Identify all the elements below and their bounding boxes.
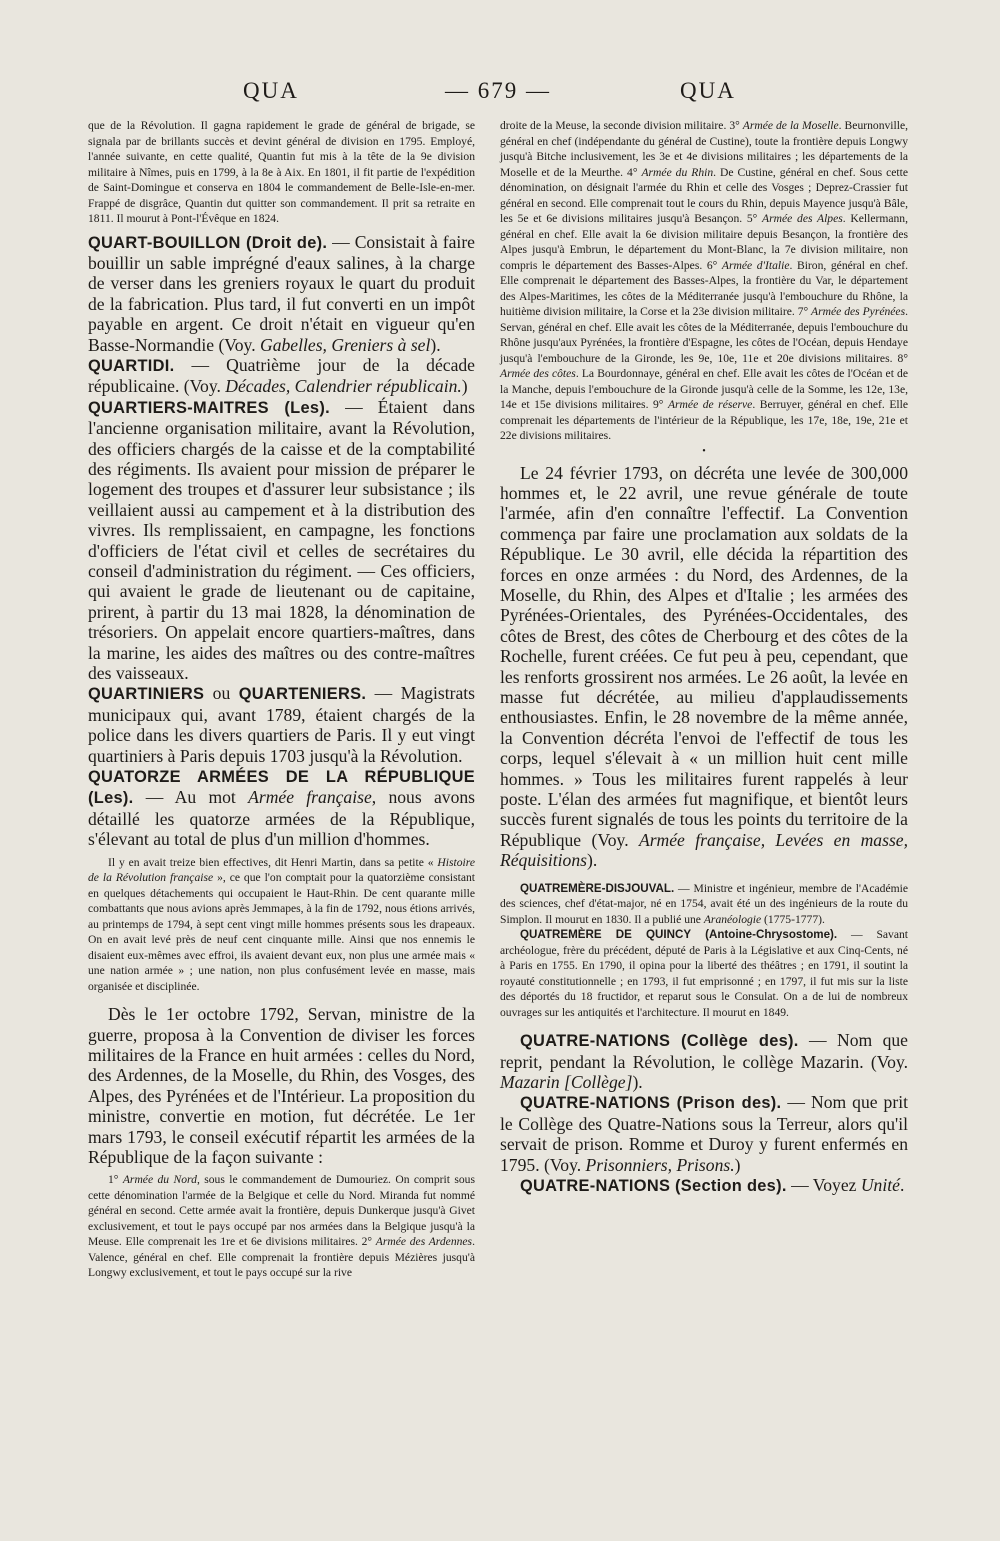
headword: QUATREMÈRE-DISJOUVAL.	[520, 881, 675, 895]
headword: QUATREMÈRE DE QUINCY (Antoine-Chrysostome).	[520, 928, 838, 942]
cross-reference: Armée du Nord	[122, 1173, 197, 1187]
cross-reference: Mazarin [Collège]	[500, 1071, 633, 1092]
cross-reference: Histoire de la Révolution française	[88, 855, 475, 885]
entry-quartiniers: QUARTINIERS ou QUARTENIERS. — Magistrats municipaux qui, avant 1789, étaient chargés de la police dans les divers quartiers de Paris. Il y eut vingt quartiniers à Paris depuis 1703 jusqu'à la Révolution.	[88, 683, 476, 766]
entry-quartiers-maitres: QUARTIERS-MAITRES (Les). — Étaient dans l'ancienne organisation militaire, avant la Révolution, des officiers chargés de la caisse et de la comptabilité des régiments. Ils avaient pour mission de préparer le logement des troupes et d'assurer leur subsistance ; ils veillaient aussi au campement et à la distribution des vivres. Ils remplissaient, en campagne, les fonctions d'officiers de l'état civil et celles de secrétaires du conseil d'administration du régiment. — Ces officiers, qui avaient le grade de lieutenant ou de capitaine, prirent, à partir du 13 mai 1828, la dénomination de trésoriers. On appelait encore quartiers-maîtres, dans la marine, les aides des maîtres ou des contre-maîtres des vaisseaux.	[88, 396, 475, 684]
entry-quatremere-de-quincy: QUATREMÈRE DE QUINCY (Antoine-Chrysostome). — Savant archéologue, frère du précédent, député de Paris à la Législative et aux Cinq-Cents, né à Paris en 1755. En 1790, il opina pour la liberté des théâtres ; en 1791, il soutint la royauté constitutionnelle ; en 1793, il fut emprisonné ; en 1797, il fut mis sur la liste des déportés du 18 fructidor, et reparut sous le Consulat. On a de lui de nombreux ouvrages sur les antiquités et l'architecture. Il mourut en 1849.	[500, 928, 908, 1019]
headword: QUATRE-NATIONS (Prison des).	[520, 1094, 782, 1113]
entry-quatre-nations-college: QUATRE-NATIONS (Collège des). — Nom que reprit, pendant la Révolution, le collège Mazarin. (Voy. Mazarin [Collège]).	[500, 1030, 908, 1092]
entry-quart-bouillon: QUART-BOUILLON (Droit de). — Consistait à faire bouillir un sable imprégné d'eaux salines, à la charge de verser dans les greniers royaux le quart du produit de la fabrication. Plus tard, il fut converti en un impôt payable en argent. Ce droit n'était en vigueur qu'en Basse-Normandie (Voy. Gabelles, Greniers à sel).	[88, 231, 475, 355]
right-column	[500, 118, 908, 1196]
headword: QUARTINIERS	[88, 685, 205, 704]
quotation-henri-martin: Il y en avait treize bien effectives, dit Henri Martin, dans sa petite « Histoire de la Révolution française », ce que l'on comptait pour la quatorzième consistant en quelques détachements qui occupaient le Haut-Rhin. De cent quarante mille combattants que nous avions après Jemmapes, à la fin de 1792, nous étions arrivés, au printemps de 1794, à sept cent vingt mille hommes présents sous les drapeaux. On en avait levé près de neuf cent cinquante mille. Ainsi que nos ennemis le disaient eux-mêmes avec effroi, ils avaient devant eux, non plus une armée mais « une nation armée » ; une nation, non plus confusément levée en masse, mais organisée et disciplinée.	[88, 855, 475, 993]
headword: QUARTIDI.	[88, 356, 175, 375]
cross-reference: Unité	[860, 1174, 900, 1195]
entry-quatre-nations-section: QUATRE-NATIONS (Section des). — Voyez Unité.	[520, 1174, 905, 1195]
paragraph-24-fevrier: Le 24 février 1793, on décréta une levée de 300,000 hommes et, le 22 avril, une revue générale de toute l'armée, afin d'en connaître l'effectif. La Convention commença par faire une proclamation aux soldats de la République. Le 30 avril, elle décida la répartition des forces en onze armées : du Nord, des Ardennes, de la Moselle, du Rhin, des Alpes et d'Italie ; les armées des Pyrénées-Orientales, des Pyrénées-Occidentales, des côtes de Brest, des côtes de Cherbourg et des côtes de la Rochelle, furent créées. Ce fut peu à peu, cependant, que les renforts grossirent nos armées. Le 26 août, la levée en masse fut décrétée, au milieu d'applaudissements enthousiastes. Enfin, le 28 novembre de la même année, la Convention décréta l'envoi de l'effectif de tous les corps, lequel s'élevait à « un million huit cent mille hommes. » Tous les militaires furent rappelés à leur poste. L'élan des armées fut magnifique, et bientôt leurs succès furent signalés de tous les points du territoire de la République (Voy. Armée française, Levées en masse, Réquisitions).	[500, 462, 908, 871]
headword: QUATORZE ARMÉES DE LA RÉPUBLIQUE (Les).	[88, 768, 475, 808]
cross-reference: Armée française	[248, 787, 372, 808]
entry-quartidi: QUARTIDI. — Quatrième jour de la décade républicaine. (Voy. Décades, Calendrier républicain.)	[88, 354, 475, 397]
running-head-right: QUA	[680, 78, 736, 103]
cross-reference: Armée française, Levées en masse, Réquisitions	[500, 829, 908, 871]
running-head-left: QUA	[243, 78, 299, 103]
paragraph-des-le-1er-octobre: Dès le 1er octobre 1792, Servan, ministre de la guerre, proposa à la Convention de diviser les forces militaires de la France en huit armées : celles du Nord, des Ardennes, de la Moselle, du Rhin, des Vosges, des Alpes, des Pyrénées et de l'Intérieur. La proposition du ministre, convertie en motion, fut décrétée. Le 1er mars 1793, le conseil exécutif répartit les armées de la République de la façon suivante :	[88, 1004, 475, 1168]
entry-quatremere-disjouval: QUATREMÈRE-DISJOUVAL. — Ministre et ingénieur, membre de l'Académie des sciences, chef d'état-major, né en 1754, avait été un des ingénieurs de la route du Simplon. Il mourut en 1830. Il a publié une Aranéologie (1775-1777).	[500, 881, 908, 926]
entry-quantin-continuation: que de la Révolution. Il gagna rapidement le grade de général de brigade, se signala par de brillants succès et devint général de division en 1795. Employé, l'année suivante, en cette qualité, Quantin fut mis à la tête de la 9e division militaire à Nîmes, puis en 1799, à la 8e à Aix. En 1801, il fit partie de l'expédition de Saint-Domingue et conserva en 1804 le commandement de Belle-Isle-en-mer. Frappé de disgrâce, Quantin dut quitter son commandement. Il prit sa retraite en 1811. Il mourut à Pont-l'Évêque en 1824.	[88, 119, 475, 225]
cross-reference: Armée des Ardennes	[375, 1235, 473, 1249]
headword: QUARTENIERS.	[238, 685, 367, 704]
cross-reference: Aranéologie	[703, 912, 762, 926]
headword: QUARTIERS-MAITRES (Les).	[88, 398, 330, 417]
left-column	[88, 118, 475, 1281]
entry-quatorze-armees: QUATORZE ARMÉES DE LA RÉPUBLIQUE (Les). — Au mot Armée française, nous avons détaillé les quatorze armées de la République, s'élevant au total de plus d'un million d'hommes.	[88, 768, 476, 850]
separator: •	[702, 445, 706, 457]
entry-quatre-nations-prison: QUATRE-NATIONS (Prison des). — Nom que prit le Collège des Quatre-Nations sous la Terreur, alors qu'il servait de prison. Romme et Duroy y furent enfermés en 1795. (Voy. Prisonniers, Prisons.)	[500, 1092, 908, 1175]
cross-reference: Gabelles, Greniers à sel	[260, 334, 431, 355]
headword: QUART-BOUILLON (Droit de).	[88, 233, 328, 252]
headword: QUATRE-NATIONS (Collège des).	[520, 1032, 799, 1051]
army-list: 1° Armée du Nord, sous le commandement de Dumouriez. On comprit sous cette dénomination l'armée de la Belgique et celle du Nord. Miranda fut nommé général en second. Cette armée avait la frontière, depuis Dunkerque jusqu'à Givet exclusivement, et tout le pays occupé par nos armées dans la Belgique jusqu'à la Meuse. Elle comprenait les 1re et 6e divisions militaires. 2° Armée des Ardennes. Valence, général en chef. Elle comprenait la frontière depuis Mézières jusqu'à Longwy exclusivement, et tout le pays occupé sur la rive	[88, 1173, 475, 1280]
cross-reference: Prisonniers, Prisons.	[585, 1154, 735, 1175]
page-number: — 679 —	[445, 78, 551, 103]
cross-reference: Décades, Calendrier républicain.	[225, 376, 462, 397]
army-list-continuation: droite de la Meuse, la seconde division militaire. 3° Armée de la Moselle. Beurnonville, général en chef (indépendante du général de Custine), toute la frontière depuis Longwy jusqu'à Bitche inclusivement, les 3e et 4e divisions militaires ; les départements de la Moselle et de la Meurthe. 4° Armée du Rhin. De Custine, général en chef. Sous cette dénomination, on désignait l'armée du Rhin et celle des Vosges ; Deprez-Crassier fut général en second. Elle comprenait tout le cours du Rhin, depuis Mayence jusqu'à Bâle, les 5e et 6e divisions militaires jusqu'à Besançon. 5° Armée des Alpes. Kellermann, général en chef. Elle avait la 6e division militaire depuis Besançon, la frontière des Alpes jusqu'à Embrun, le département du Mont-Blanc, la 7e division militaire, non compris le département des Basses-Alpes. 6° Armée d'Italie. Biron, général en chef. Elle comprenait le département des Basses-Alpes, la frontière du Var, le département des Alpes-Maritimes, les côtes de la Méditerranée jusqu'à l'embouchure du Rhône, la huitième division militaire, la Corse et la 23e division militaire. 7° Armée des Pyrénées. Servan, général en chef. Elle avait les côtes de la Méditerranée, depuis l'embouchure du Rhône jusqu'aux Pyrénées, la frontière d'Espagne, les côtes de l'Océan, depuis Hendaye jusqu'à l'embouchure de la Gironde, les 9e, 10e, 11e et 20e divisions militaires. 8° Armée des côtes. La Bourdonnaye, général en chef. Elle avait les côtes de l'Océan et de la Manche, depuis l'embouchure de la Gironde jusqu'à celle de la Somme, les 12e, 13e, 14e et 15e divisions militaires. 9° Armée de réserve. Berruyer, général en chef. Elle comprenait les départements de l'intérieur de la République, les 17e, 18e, 19e, 21e et 22e divisions militaires.	[500, 119, 909, 442]
headword: QUATRE-NATIONS (Section des).	[520, 1176, 787, 1195]
